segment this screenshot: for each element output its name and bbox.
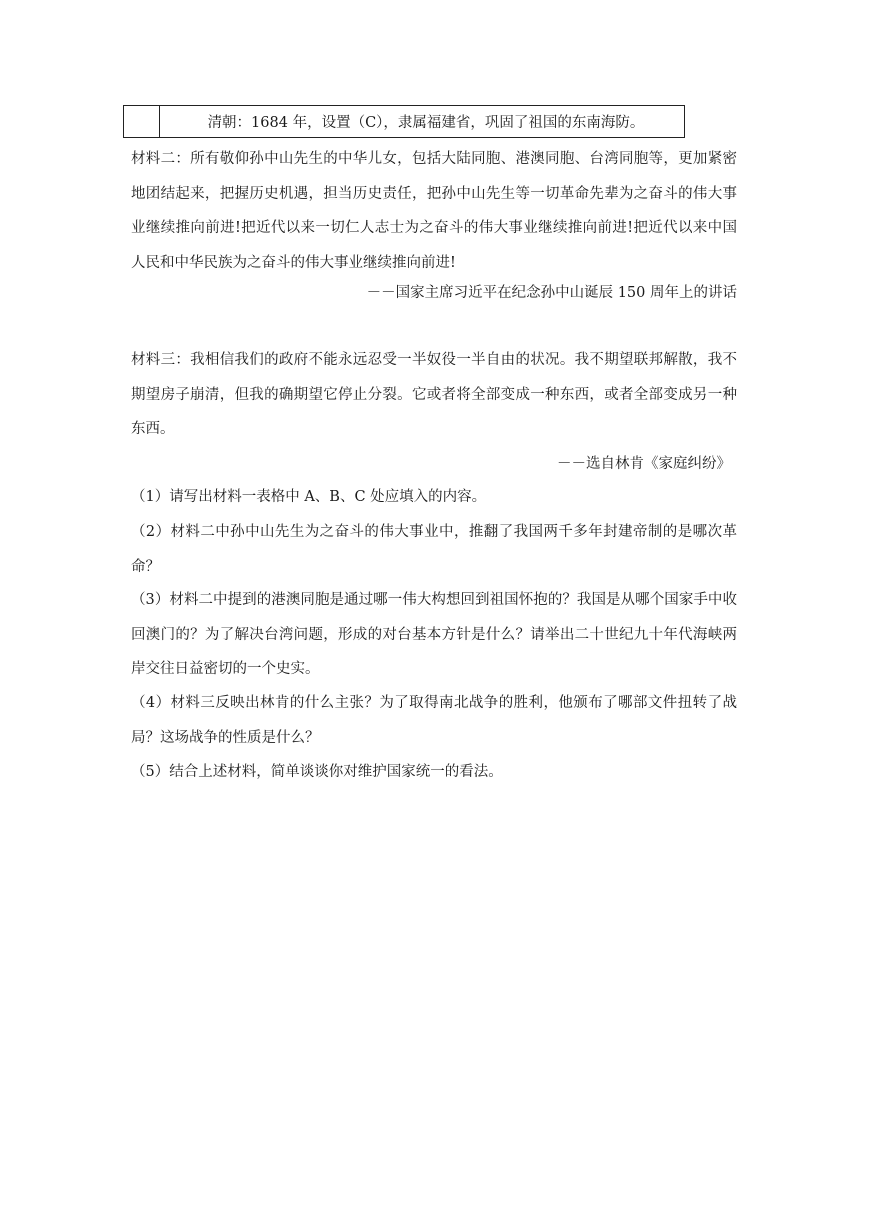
material-three-text: 材料三：我相信我们的政府不能永远忍受一半奴役一半自由的状况。我不期望联邦解散，我不期望房子崩清，但我的确期望它停止分裂。它或者将全部变成一种东西，或者全部变成另一种东西。 [131, 352, 737, 437]
table-label-cell [124, 106, 160, 137]
material-two-source: －－国家主席习近平在纪念孙中山诞辰 150 周年上的讲话 [366, 285, 737, 301]
material-three-source: －－选自林肯《家庭纠纷》 [557, 456, 731, 472]
question-4: （4）材料三反映出林肯的什么主张？为了取得南北战争的胜利，他颁布了哪部文件扭转了战局？这场战争的性质是什么？ [131, 695, 737, 746]
question-5: （5）结合上述材料，简单谈谈你对维护国家统一的看法。 [131, 764, 503, 780]
question-3: （3）材料二中提到的港澳同胞是通过哪一伟大构想回到祖国怀抱的？我国是从哪个国家手中收回澳门的？为了解决台湾问题，形成的对台基本方针是什么？请举出二十世纪九十年代海峡两岸交往日益密切的一个史实。 [131, 592, 737, 677]
question-1: （1）请写出材料一表格中 A、B、C 处应填入的内容。 [131, 489, 487, 505]
table-content-cell: 清朝：1684 年，设置（C），隶属福建省，巩固了祖国的东南海防。 [207, 115, 645, 131]
question-2: （2）材料二中孙中山先生为之奋斗的伟大事业中，推翻了我国两千多年封建帝制的是哪次革命？ [131, 524, 737, 575]
material-two-text: 材料二：所有敬仰孙中山先生的中华儿女，包括大陆同胞、港澳同胞、台湾同胞等，更加紧密地团结起来，把握历史机遇，担当历史责任，把孙中山先生等一切革命先辈为之奋斗的伟大事业继续推向前进!把近代以来一切仁人志士为之奋斗的伟大事业继续推向前进!把近代以来中国人民和中华民族为之奋斗的伟大事业继续推向前进! [131, 151, 737, 271]
material-table [123, 105, 685, 138]
